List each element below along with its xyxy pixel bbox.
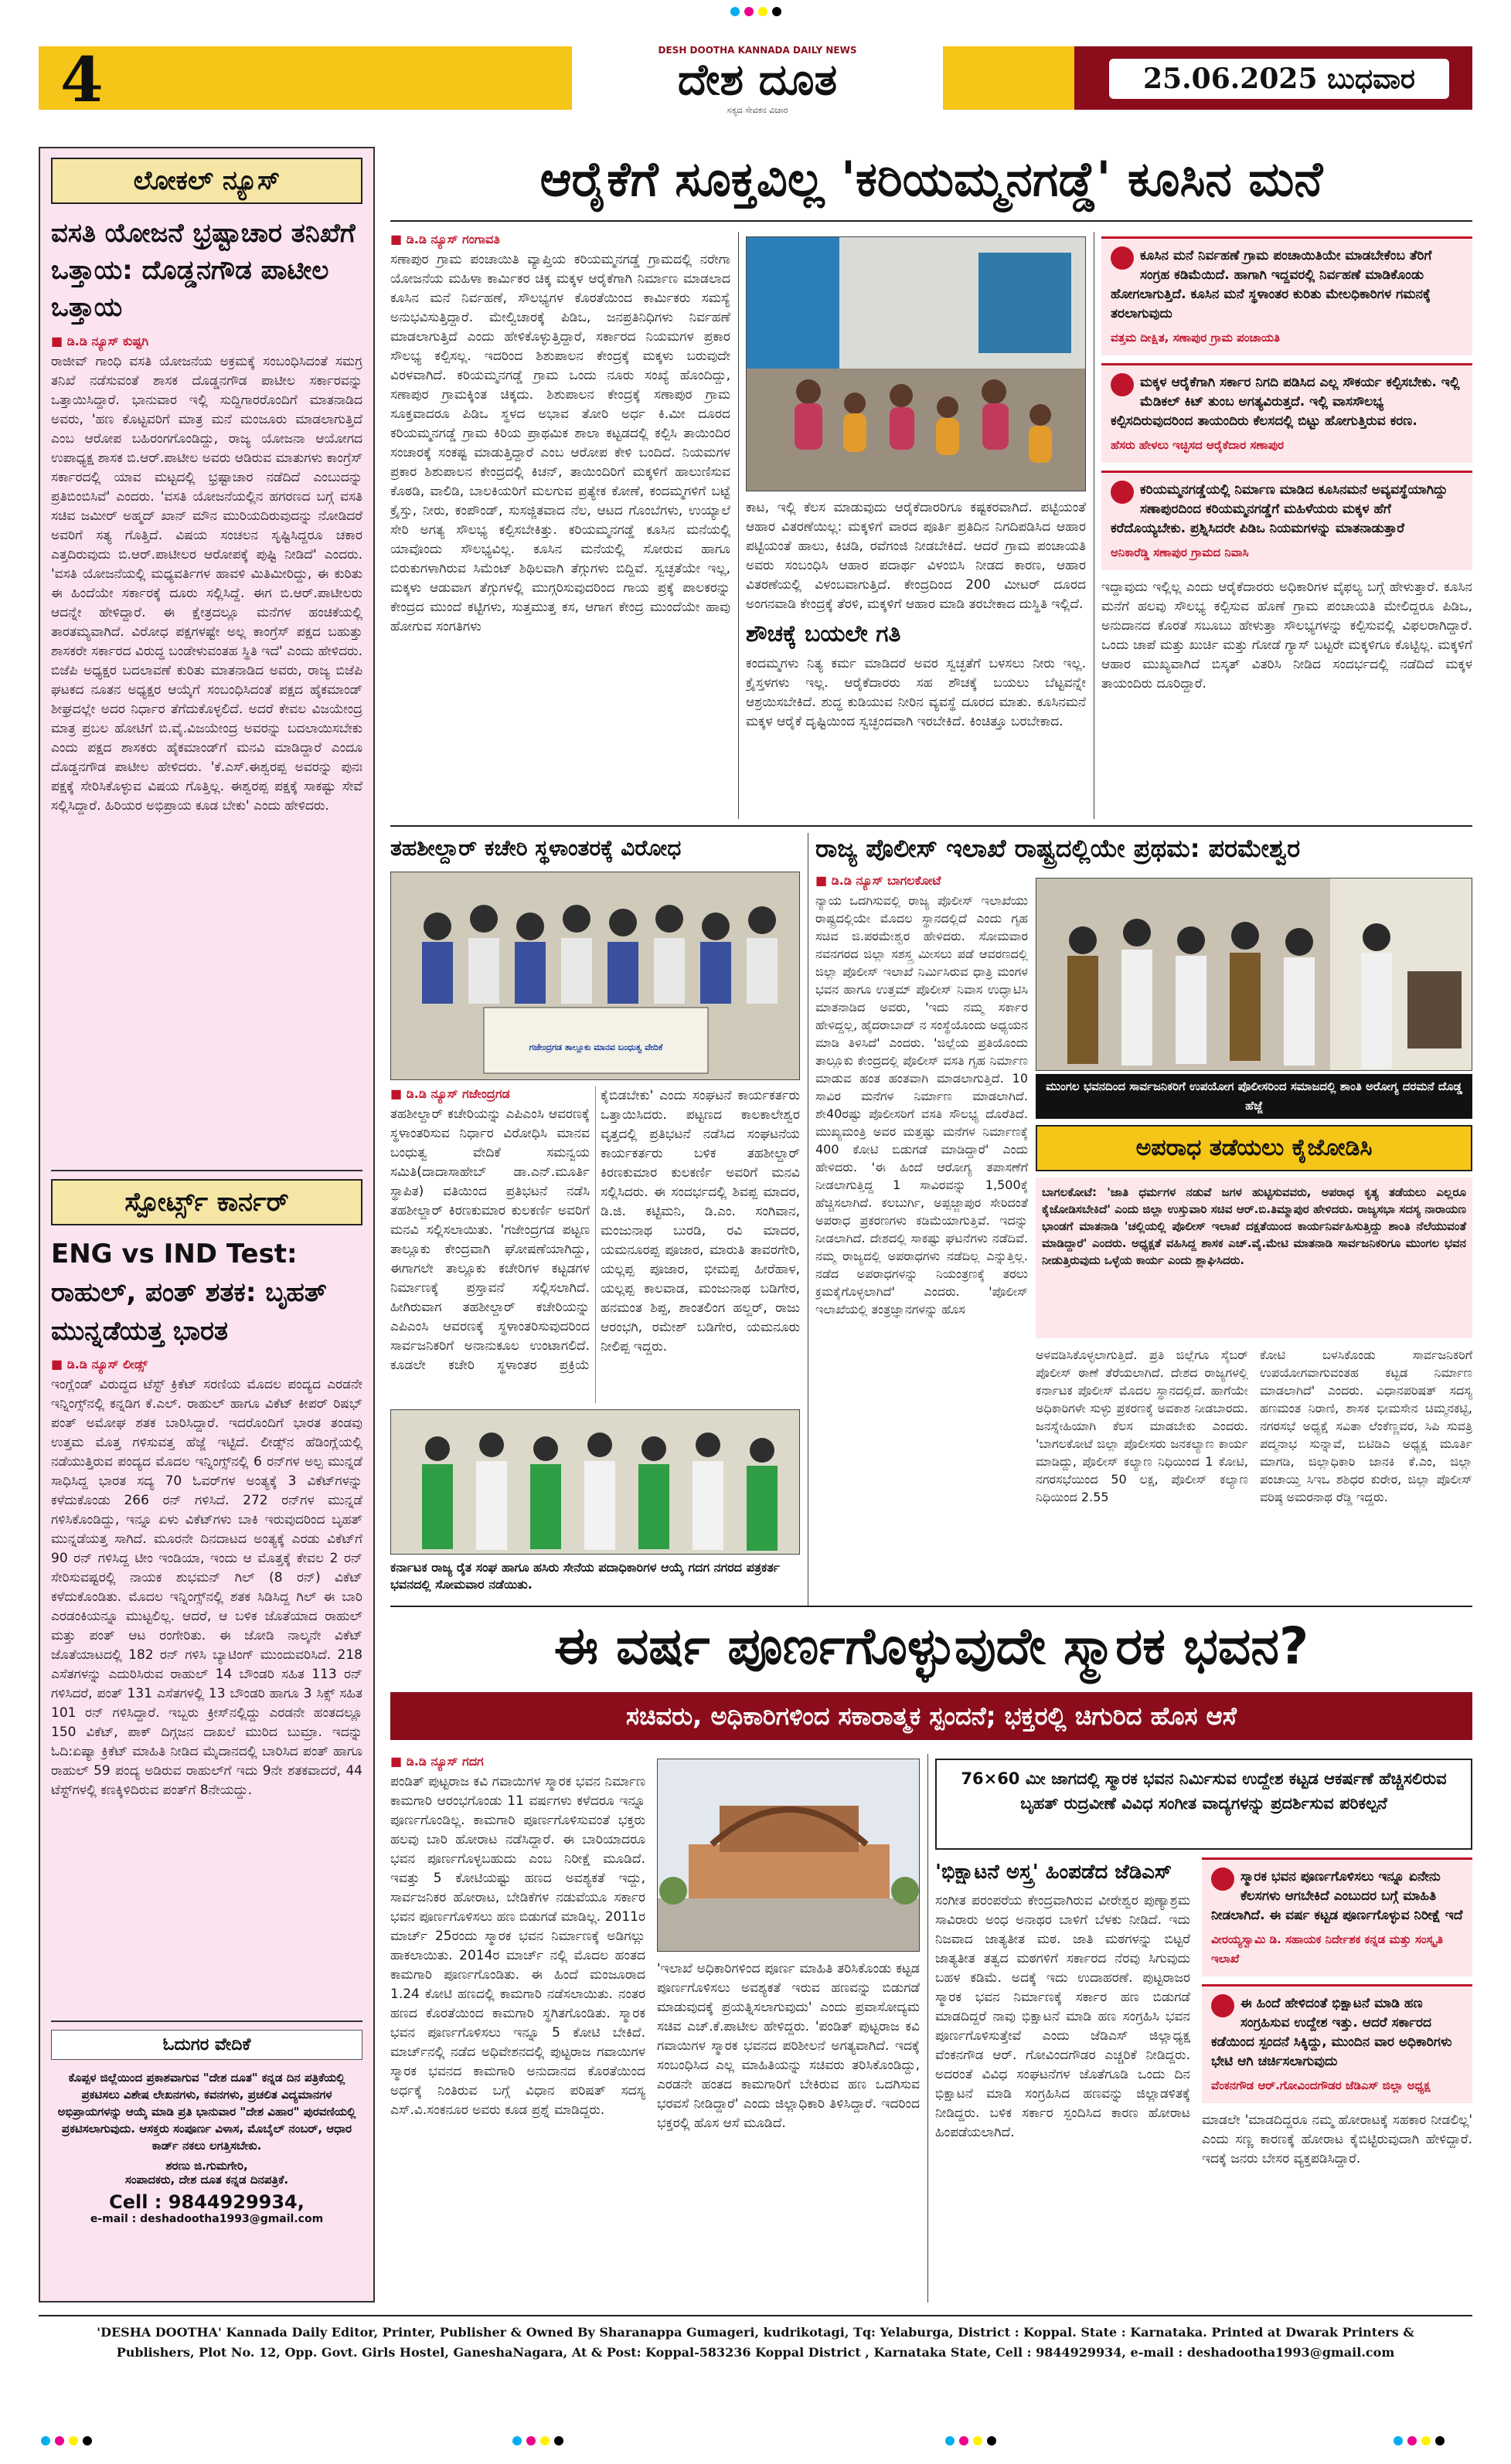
lead-col-2 [746, 498, 1086, 823]
divider [51, 1170, 362, 1171]
footer [39, 2323, 1472, 2363]
memorial-body-1: ಪಂಡಿತ್ ಪುಟ್ಟರಾಜ ಕವಿ ಗವಾಯಿಗಳ ಸ್ಮಾರಕ ಭವನ ನಿರ್ಮಾಣ ಕಾಮಗಾರಿ ಆರಂಭಗೊಂಡು 11 ವರ್ಷಗಳು ಕಳೆದರೂ ಇನ್ನೂ ಪೂರ್ಣಗೊಂಡಿಲ್ಲ. ಕಾಮಗಾರಿ ಪೂರ್ಣಗೊಳಿಸುವಂತೆ ಭಕ್ತರು ಹಲವು ಬಾರಿ ಹೋರಾಟ ನಡೆಸಿದ್ದಾರೆ. ಈ ಬಾರಿಯಾದರೂ ಭವನ ಪೂರ್ಣಗೊಳ್ಳಬಹುದು ಎಂಬ ನಿರೀಕ್ಷೆ ಮೂಡಿದೆ. ಇವತ್ತು 5 ಕೋಟಿಯಷ್ಟು ಹಣದ ಅವಶ್ಯಕತೆ ಇದ್ದು, ಸಾರ್ವಜನಿಕರ ಹೋರಾಟ, ಬೇಡಿಕೆಗಳ ನಡುವೆಯೂ ಸರ್ಕಾರ ಭವನ ಪೂರ್ಣಗೊಳಿಸಲು ಹಣ ಬಿಡುಗಡೆ ಮಾಡಿಲ್ಲ. 2011ರ ಮಾರ್ಚ್ 25ರಂದು ಸ್ಮಾರಕ ಭವನ ನಿರ್ಮಾಣಕ್ಕೆ ಅಡಿಗಲ್ಲು ಹಾಕಲಾಯಿತು. 2014ರ ಮಾರ್ಚ್ ನಲ್ಲಿ ಮೊದಲ ಹಂತದ ಕಾಮಗಾರಿ ಪೂರ್ಣಗೊಂಡಿತು. ಈ ಹಿಂದೆ ಮಂಜೂರಾದ 1.24 ಕೋಟಿ ಹಣದಲ್ಲಿ ಕಾಮಗಾರಿ ನಡೆಸಲಾಯಿತು. ನಂತರ ಹಣದ ಕೊರತೆಯಿಂದ ಕಾಮಗಾರಿ ಸ್ಥಗಿತಗೊಂಡಿತು. ಸ್ಮಾರಕ ಭವನ ಪೂರ್ಣಗೊಳಿಸಲು ಇನ್ನೂ 5 ಕೋಟಿ ಬೇಕಿದೆ. ಮಾರ್ಚ್‌ನಲ್ಲಿ ನಡೆದ ಅಧಿವೇಶನದಲ್ಲಿ ಪುಟ್ಟರಾಜ ಗವಾಯಿಗಳ ಸ್ಮಾರಕ ಭವನದ ಕಾಮಗಾರಿ ಅನುದಾನದ ಕೊರತೆಯಿಂದ ಅರ್ಧಕ್ಕೆ ನಿಂತಿರುವ ಬಗ್ಗೆ ವಿಧಾನ ಪರಿಷತ್ ಸದಸ್ಯ ಎಸ್.ವಿ.ಸಂಕನೂರ ಅವರು ಕೂಡ ಪ್ರಶ್ನೆ ಮಾಡಿದ್ದರು. [390, 1774, 645, 2118]
police-photo-caption: ಮುಂಗಲ ಭವನದಿಂದ ಸಾರ್ವಜನಿಕರಿಗೆ ಉಪಯೋಗ ಪೊಲೀಸರಿಂದ ಸಮಾಜದಲ್ಲಿ ಶಾಂತಿ ಅರೋಗ್ಯ ದರಮನೆ ದೊಡ್ಡ ಹೆಜ್ಜೆ [1046, 1079, 1462, 1113]
masthead-logo: ದೇಶ ದೂತ [677, 55, 838, 105]
farmers-group-illustration [391, 1410, 800, 1555]
readers-body: ಕೊಪ್ಪಳ ಜಿಲ್ಲೆಯಿಂದ ಪ್ರಕಾಶವಾಗುವ "ದೇಶ ದೂತ" ಕನ್ನಡ ದಿನ ಪತ್ರಿಕೆಯಲ್ಲಿ ಪ್ರಕಟಿಸಲು ವಿಶೇಷ ಲೇಖನಗಳು, ಕವನಗಳು, ಪ್ರಚಲಿತ ವಿದ್ಯಮಾನಗಳ ಅಭಿಪ್ರಾಯಗಳನ್ನು ಆಯ್ಕೆ ಮಾಡಿ ಪ್ರತಿ ಭಾನುವಾರ "ದೇಶ ವಿಹಾರ" ಪುರವಣಿಯಲ್ಲಿ ಪ್ರಕಟಿಸಲಾಗುವುದು. ಆಸಕ್ತರು ಸಂಪೂರ್ಣ ವಿಳಾಸ, ಮೊಬೈಲ್ ನಂಬರ್, ಆಧಾರ ಕಾರ್ಡ್ ನಕಲು ಲಗತ್ತಿಸಬೇಕು. [57, 2071, 356, 2153]
lead-quote-1-source: ವತ್ತಮ ದೀಕ್ಷಿತ, ಸಣಾಪುರ ಗ್ರಾಮ ಪಂಚಾಯತಿ [1111, 331, 1280, 345]
registration-marks-bottom [0, 2434, 1511, 2449]
drop-icon [1211, 1868, 1234, 1891]
lead-headline-rule [390, 220, 1472, 222]
divider [51, 2020, 362, 2022]
lead-quote-1 [1101, 236, 1472, 355]
tahsildar-body: ತಹಶೀಲ್ದಾರ್ ಕಚೇರಿಯನ್ನು ಎಪಿಎಂಸಿ ಆವರಣಕ್ಕೆ ಸ್ಥಳಾಂತರಿಸುವ ನಿರ್ಧಾರ ವಿರೋಧಿಸಿ ಮಾನವ ಬಂಧುತ್ವ ವೇದಿಕೆ ಸಮನ್ವಯ ಸಮಿತಿ(ದಾದಾಸಾಹೇಬ್ ಡಾ.ಎನ್.ಮೂರ್ತಿ ಸ್ಥಾಪಿತ) ವತಿಯಿಂದ ಪ್ರತಿಭಟನೆ ನಡೆಸಿ ತಹಶೀಲ್ದಾರ್ ಕಿರಣಕುಮಾರ ಕುಲಕರ್ಣಿ ಅವರಿಗೆ ಮನವಿ ಸಲ್ಲಿಸಲಾಯಿತು. 'ಗಜೇಂದ್ರಗಡ ಪಟ್ಟಣ ತಾಲ್ಲೂಕು ಕೇಂದ್ರವಾಗಿ ಘೋಷಣೆಯಾಗಿದ್ದು, ಈಗಾಗಲೇ ತಾಲ್ಲೂಕು ಕಚೇರಿಗಳ ಕಟ್ಟಡಗಳ ನಿರ್ಮಾಣಕ್ಕೆ ಪ್ರಸ್ತಾವನೆ ಸಲ್ಲಿಸಲಾಗಿದೆ. ಹೀಗಿರುವಾಗ ತಹಶೀಲ್ದಾರ್ ಕಚೇರಿಯನ್ನು ಎಪಿಎಂಸಿ ಆವರಣಕ್ಕೆ ಸ್ಥಳಾಂತರಿಸುವುದರಿಂದ ಸಾರ್ವಜನಿಕರಿಗೆ ಅನಾನುಕೂಲ ಉಂಟಾಗಲಿದೆ. ಕೂಡಲೇ ಕಚೇರಿ ಸ್ಥಳಾಂತರ ಪ್ರಕ್ರಿಯೆ ಕೈಬಿಡಬೇಕು' ಎಂದು ಸಂಘಟನೆ ಕಾರ್ಯಕರ್ತರು ಒತ್ತಾಯಿಸಿದರು. ಪಟ್ಟಣದ ಕಾಲಕಾಲೇಶ್ವರ ವೃತ್ತದಲ್ಲಿ ಪ್ರತಿಭಟನೆ ನಡೆಸಿದ ಸಂಘಟನೆಯ ಕಾರ್ಯಕರ್ತರು ಬಳಿಕ ತಹಶೀಲ್ದಾರ್ ಕಿರಣಕುಮಾರ ಕುಲಕರ್ಣಿ ಅವರಿಗೆ ಮನವಿ ಸಲ್ಲಿಸಿದರು. ಈ ಸಂದರ್ಭದಲ್ಲಿ ಶಿವಪ್ಪ ಮಾದರ, ಡಿ.ಜಿ. ಕಟ್ಟಿಮನಿ, ಡಿ.ಎಂ. ಸಂಗಿವಾನ, ಮಂಜುನಾಥ ಬುರಡಿ, ರವಿ ಮಾದರ, ಯಮನೂರಪ್ಪ ಪೂಜಾರ, ಮಾರುತಿ ತಾವರಗೇರಿ, ಯಲ್ಲಪ್ಪ ಪೂಜಾರ, ಭೀಮಪ್ಪ ಹೀರೆಹಾಳ, ಯಲ್ಲಪ್ಪ ಕಾಲವಾಡ, ಮಂಜುನಾಥ ಬಡಿಗೇರ, ಹನಮಂತ ಶಿಪ್ಪ, ಶಾಂತಲಿಂಗ ಹಲ್ದರ್, ರಾಜು ಆರಂಭಗಿ, ರಮೇಶ್ ಬಡಿಗೇರ, ಯಮನೂರು ನೀಲಿಪ್ಪ ಇದ್ದರು. [390, 1088, 800, 1373]
tahsildar-photo [390, 872, 800, 1080]
memorial-banner: ಸಚಿವರು, ಅಧಿಕಾರಿಗಳಿಂದ ಸಕಾರಾತ್ಮಕ ಸ್ಪಂದನೆ; ಭಕ್ತರಲ್ಲಿ ಚಿಗುರಿದ ಹೊಸ ಆಸೆ [390, 1692, 1472, 1740]
registration-marks-top [0, 5, 1511, 19]
memorial-quote-1-text: ಸ್ಮಾರಕ ಭವನ ಪೂರ್ಣಗೊಳಿಸಲು ಇನ್ನೂ ಏನೇನು ಕೆಲಸಗಳು ಆಗಬೇಕಿದೆ ಎಂಬುದರ ಬಗ್ಗೆ ಮಾಹಿತಿ ನೀಡಲಾಗಿದೆ. ಈ ವರ್ಷ ಕಟ್ಟಡ ಪೂರ್ಣಗೊಳ್ಳುವ ನಿರೀಕ್ಷೆ ಇದೆ [1211, 1869, 1463, 1923]
readers-cell: Cell : 9844929934, [109, 2191, 305, 2213]
lead-quote-3-source: ಅನಿಕಾರೆಡ್ಡಿ ಸಣಾಪುರ ಗ್ರಾಮದ ನಿವಾಸಿ [1111, 545, 1249, 559]
lead-headline: ಆರೈಕೆಗೆ ಸೂಕ್ತವಿಲ್ಲ 'ಕರಿಯಮ್ಮನಗಡ್ಡೆ' ಕೂಸಿನ ಮನೆ [539, 151, 1323, 207]
memorial-box-title: 76×60 ಮೀ ಜಾಗದಲ್ಲಿ ಸ್ಮಾರಕ ಭವನ ನಿರ್ಮಿಸುವ ಉದ್ದೇಶ ಕಟ್ಟಡ ಆಕರ್ಷಣೆ ಹೆಚ್ಚಿಸಲಿರುವ ಬೃಹತ್ ರುದ್ರವೀಣೆ ವಿವಿಧ ಸಂಗೀತ ವಾದ್ಯಗಳನ್ನು ಪ್ರದರ್ಶಿಸುವ ಪರಿಕಲ್ಪನೆ [961, 1769, 1447, 1813]
sports-byline: ■ ಡಿ.ಡಿ ನ್ಯೂಸ್ ಲೀಡ್ಸ್ [51, 1357, 362, 1372]
tahsildar-byline: ■ ಡಿ.ಡಿ ನ್ಯೂಸ್ ಗಜೇಂದ್ರಗಡ [390, 1086, 590, 1102]
memorial-body-2: 'ಇಲಾಖೆ ಅಧಿಕಾರಿಗಳಿಂದ ಪೂರ್ಣ ಮಾಹಿತಿ ತರಿಸಿಕೊಂಡು ಕಟ್ಟಡ ಪೂರ್ಣಗೊಳಿಸಲು ಅವಶ್ಯಕತೆ ಇರುವ ಹಣವನ್ನು ಬಿಡುಗಡೆ ಮಾಡುವುದಕ್ಕೆ ಪ್ರಯತ್ನಿಸಲಾಗುವುದು' ಎಂದು ಪ್ರವಾಸೋದ್ಯಮ ಸಚಿವ ಎಚ್.ಕೆ.ಪಾಟೀಲ ಹೇಳಿದ್ದರು. 'ಪಂಡಿತ್ ಪುಟ್ಟರಾಜ ಕವಿ ಗವಾಯಿಗಳ ಸ್ಮಾರಕ ಭವನದ ಪರಿಶೀಲನೆ ಅಗತ್ಯವಾಗಿದೆ. ಇದಕ್ಕೆ ಸಂಬಂಧಿಸಿದ ಎಲ್ಲ ಮಾಹಿತಿಯನ್ನು ಸಚಿವರು ತರಿಸಿಕೊಂಡಿದ್ದು, ಎರಡನೇ ಹಂತದ ಕಾಮಗಾರಿಗೆ ಬೇಕಿರುವ ಹಣ ಒದಗಿಸುವ ಭರವಸೆ ನೀಡಿದ್ದಾರೆ' ಎಂದು ಜಿಲ್ಲಾಧಿಕಾರಿ ತಿಳಿಸಿದ್ದಾರೆ. ಇದರಿಂದ ಭಕ್ತರಲ್ಲಿ ಹೊಸ ಆಸೆ ಮೂಡಿದೆ. [657, 1961, 920, 2131]
drop-icon [1211, 1994, 1234, 2017]
inauguration-illustration [1036, 879, 1472, 1071]
children-on-floor-illustration [747, 237, 1086, 491]
memorial-byline: ■ ಡಿ.ಡಿ ನ್ಯೂಸ್ ಗದಗ [390, 1754, 645, 1769]
lead-quote-2 [1101, 363, 1472, 463]
lead-photo [746, 236, 1086, 491]
lead-col-1 [390, 232, 730, 819]
memorial-quote-1 [1202, 1857, 1472, 1976]
police-body-1: ನ್ಯಾಯ ಒದಗಿಸುವಲ್ಲಿ ರಾಜ್ಯ ಪೊಲೀಸ್ ಇಲಾಖೆಯು ರಾಷ್ಟ್ರದಲ್ಲಿಯೇ ಮೊದಲ ಸ್ಥಾನದಲ್ಲಿದೆ ಎಂದು ಗೃಹ ಸಚಿವ ಜಿ.ಪರಮೇಶ್ವರ ಹೇಳಿದರು. ಸೋಮವಾರ ನವನಗರದ ಜಿಲ್ಲಾ ಸಶಸ್ತ್ರ ಮೀಸಲು ಪಡೆ ಆವರಣದಲ್ಲಿ ಜಿಲ್ಲಾ ಪೊಲೀಸ್ ಇಲಾಖೆ ನಿರ್ಮಿಸಿರುವ ಧಾತ್ರಿ ಮಂಗಳ ಭವನ ಹಾಗೂ ಉತ್ತಮ್ ಪೊಲೀಸ್ ನಿವಾಸ ಉದ್ಘಾಟಿಸಿ ಮಾತನಾಡಿದ ಅವರು, 'ಇದು ನಮ್ಮ ಸರ್ಕಾರ ಹೇಳಿದ್ದಲ್ಲ, ಹೈದರಾಬಾದ್ ನ ಸಂಸ್ಥೆಯೊಂದು ಅಧ್ಯಯನ ಮಾಡಿ ತಿಳಿಸಿದೆ' ಎಂದರು. 'ಜಿಲ್ಲೆಯ ಪ್ರತಿಯೊಂದು ತಾಲ್ಲೂಕು ಕೇಂದ್ರದಲ್ಲಿ ಪೊಲೀಸ್ ವಸತಿ ಗೃಹ ನಿರ್ಮಾಣ ಮಾಡುವ ಹಂತ ಹಂತವಾಗಿ ಮಾಡಲಾಗುತ್ತಿದೆ. 10 ಸಾವಿರ ಮನೆಗಳ ನಿರ್ಮಾಣ ಮಾಡಲಾಗಿದೆ. ಶೇ40ರಷ್ಟು ಪೊಲೀಸರಿಗೆ ವಸತಿ ಸೌಲಭ್ಯ ದೊರೆತಿದೆ. ಮುಖ್ಯಮಂತ್ರಿ ಅವರ ಮತ್ತಷ್ಟು ಮನೆಗಳ ನಿರ್ಮಾಣಕ್ಕೆ 400 ಕೋಟಿ ಬಿಡುಗಡೆ ಮಾಡಿದ್ದಾರೆ' ಎಂದು ಹೇಳಿದರು. 'ಈ ಹಿಂದೆ ಆರೋಗ್ಯ ತಪಾಸಣೆಗೆ ನೀಡಲಾಗುತ್ತಿದ್ದ 1 ಸಾವಿರವನ್ನು 1,500ಕ್ಕೆ ಹೆಚ್ಚಿಸಲಾಗಿದೆ. ಕಲಬುರ್ಗಿ, ಅಪ್ಪಜ್ಜಾಪುರ ಸೇರಿದಂತೆ ಅಪರಾಧ ಪ್ರಕರಣಗಳು ಕಡಿಮೆಯಾಗುತ್ತಿವೆ. ಇದನ್ನು ನೀಡಲಾಗಿದೆ. ದೇಶದಲ್ಲಿ ಸಾಕಷ್ಟು ಘಟನೆಗಳು ನಡೆದಿವೆ. ನಮ್ಮ ರಾಜ್ಯದಲ್ಲಿ ಅಪರಾಧಗಳು ನಡೆದಿಲ್ಲ ಎನ್ನುತ್ತಿಲ್ಲ. ನಡೆದ ಅಪರಾಧಗಳನ್ನು ನಿಯಂತ್ರಣಕ್ಕೆ ತರಲು ಕ್ರಮಕೈಗೊಳ್ಳಲಾಗಿದೆ' ಎಂದರು. 'ಪೊಲೀಸ್ ಇಲಾಖೆಯಲ್ಲಿ ತಂತ್ರಜ್ಞಾನಗಳನ್ನು ಹೊಸ [815, 893, 1028, 1317]
drop-icon [1111, 246, 1134, 270]
sports-body: ಇಂಗ್ಲೆಂಡ್ ವಿರುದ್ಧದ ಟೆಸ್ಟ್ ಕ್ರಿಕೆಟ್ ಸರಣಿಯ ಮೊದಲ ಪಂದ್ಯದ ಎರಡನೇ ಇನ್ನಿಂಗ್ಸ್‌ನಲ್ಲಿ ಕನ್ನಡಿಗ ಕೆ.ಎಲ್. ರಾಹುಲ್ ಹಾಗೂ ವಿಕೆಟ್ ಕೀಪರ್ ರಿಷಭ್ ಪಂತ್ ಅಮೋಘ ಶತಕ ಬಾರಿಸಿದ್ದಾರೆ. ಇದರೊಂದಿಗೆ ಭಾರತ ತಂಡವು ಉತ್ತಮ ಮೊತ್ತ ಗಳಿಸುವತ್ತ ಹೆಜ್ಜೆ ಇಟ್ಟಿದೆ. ಲೀಡ್ಸ್‌ನ ಹೆಡಿಂಗ್ಲೆಯಲ್ಲಿ ನಡೆಯುತ್ತಿರುವ ಪಂದ್ಯದ ಮೊದಲ ಇನ್ನಿಂಗ್ಸ್‌ನಲ್ಲಿ 6 ರನ್‌ಗಳ ಅಲ್ಪ ಮುನ್ನಡೆ ಸಾಧಿಸಿದ್ದ ಭಾರತ ಸದ್ಯ 70 ಓವರ್‌ಗಳ ಅಂತ್ಯಕ್ಕೆ 3 ವಿಕೆಟ್‌ಗಳನ್ನು ಕಳೆದುಕೊಂಡು 266 ರನ್ ಗಳಿಸಿದೆ. 272 ರನ್‌ಗಳ ಮುನ್ನಡೆ ಗಳಿಸಿಕೊಂಡಿದ್ದು, ಇನ್ನೂ ಏಳು ವಿಕೆಟ್‌ಗಳು ಬಾಕಿ ಇರುವುದರಿಂದ ಬೃಹತ್ ಮುನ್ನಡೆಯತ್ತ ಸಾಗಿದೆ. ಮೂರನೇ ದಿನದಾಟದ ಅಂತ್ಯಕ್ಕೆ ಎರಡು ವಿಕೆಟ್‌ಗೆ 90 ರನ್ ಗಳಿಸಿದ್ದ ಟೀಂ ಇಂಡಿಯಾ, ಇಂದು ಆ ಮೊತ್ತಕ್ಕೆ ಕೇವಲ 2 ರನ್ ಸೇರಿಸುವಷ್ಟರಲ್ಲಿ ನಾಯಕ ಶುಭಮನ್ ಗಿಲ್ (8 ರನ್) ವಿಕೆಟ್ ಕಳೆದುಕೊಂಡಿತು. ಮೊದಲ ಇನ್ನಿಂಗ್ಸ್‌ನಲ್ಲಿ ಶತಕ ಸಿಡಿಸಿದ್ದ ಗಿಲ್ ಈ ಬಾರಿ ಎರಡಂಕಿಯನ್ನೂ ಮುಟ್ಟಲಿಲ್ಲ. ಆದರೆ, ಆ ಬಳಿಕ ಜೊತೆಯಾದ ರಾಹುಲ್ ಮತ್ತು ಪಂತ್ ಆಟ ರಂಗೇರಿತು. ಈ ಜೋಡಿ ನಾಲ್ಕನೇ ವಿಕೆಟ್ ಜೊತೆಯಾಟದಲ್ಲಿ 182 ರನ್ ಗಳಿಸಿ ಬ್ಯಾಟಿಂಗ್ ಮುಂದುವರಿಸಿದೆ. 218 ಎಸೆತಗಳನ್ನು ಎದುರಿಸಿರುವ ರಾಹುಲ್ 14 ಬೌಂಡರಿ ಸಹಿತ 113 ರನ್ ಗಳಿಸಿದರೆ, ಪಂತ್ 131 ಎಸೆತಗಳಲ್ಲಿ 13 ಬೌಂಡರಿ ಹಾಗೂ 3 ಸಿಕ್ಸ್ ಸಹಿತ 101 ರನ್ ಗಳಿಸಿದ್ದಾರೆ. ಇಬ್ಬರು ಕ್ರೀಸ್‌ನಲ್ಲಿದ್ದು ಎರಡನೇ ಹಂತದಲ್ಲೂ 150 ವಿಕೆಟ್, ಪಾಕ್ ದಿಗ್ಗಜನ ದಾಖಲೆ ಮುರಿದ ಬುಮ್ರಾ. ಇದನ್ನು ಓದಿ:ಏಷ್ಯಾ ಕ್ರಿಕೆಟ್ ಮಾಹಿತಿ ನೀಡಿದ ಮೈದಾನದಲ್ಲಿ ಬಾರಿಸಿದ ಪಂತ್ ಹಾಗೂ ರಾಹುಲ್ 59 ಪಂದ್ಯ ಅಡಿರುವ ರಾಹುಲ್‌ಗೆ ಇದು 9ನೇ ಶತಕವಾದರೆ, 44 ಟೆಸ್ಟ್‌ಗಳಲ್ಲಿ ಕಣಕ್ಕಿಳಿದಿರುವ ಪಂತ್‌ಗೆ 8ನೇಯದ್ದು. [51, 1377, 362, 1798]
col-rule [927, 1754, 928, 2303]
tahsildar-text [390, 1086, 800, 1403]
memorial-photo [657, 1759, 920, 1952]
masthead-logo-block [572, 31, 943, 124]
police-sub-body: ಬಾಗಲಕೋಟೆ: 'ಜಾತಿ ಧರ್ಮಗಳ ನಡುವೆ ಜಗಳ ಹುಟ್ಟಿಸುವವರು, ಅಪರಾಧ ಕೃತ್ಯ ತಡೆಯಲು ಎಲ್ಲರೂ ಕೈಜೋಡಿಸಬೇಕಿದೆ' ಎಂದು ಜಿಲ್ಲಾ ಉಸ್ತುವಾರಿ ಸಚಿವ ಆರ್.ಬಿ.ತಿಮ್ಮಾಪುರ ಹೇಳಿದರು. ರಾಜ್ಯಸಭಾ ಸದಸ್ಯ ನಾರಾಯಣ ಭಾಂಡಗೆ ಮಾತನಾಡಿ 'ಚಲ್ಲಿಯಲ್ಲಿ ಪೊಲೀಸ್ ಇಲಾಖೆ ದಕ್ಷತೆಯಿಂದ ಕಾರ್ಯನಿರ್ವಹಿಸುತ್ತಿದ್ದು ಶಾಂತಿ ನೆಲೆಯುವಂತೆ ಮಾಡಿದ್ದಾರೆ' ಎಂದರು. ಅಧ್ಯಕ್ಷತೆ ವಹಿಸಿದ್ದ ಶಾಸಕ ಎಚ್.ವೈ.ಮೇಟಿ ಮಾತನಾಡಿ ಸಾರ್ವಜನಿಕರಿಗೂ ಮುಂಗಲ ಭವನ ನೀಡುತ್ತಿರುವುದು ಒಳ್ಳೆಯ ಕಾರ್ಯ ಎಂದು ಶ್ಲಾಘಿಸಿದರು. [1036, 1178, 1472, 1338]
masthead-sub-tagline: ಸತ್ಯದ ಸೇವಕನ ವಿಚಾರ [727, 105, 788, 115]
memorial-body-4: ಮಾಡಲೇ 'ಮಾಡದಿದ್ದರೂ ನಮ್ಮ ಹೋರಾಟಕ್ಕೆ ಸಹಕಾರ ನೀಡಲಿಲ್ಲ' ಎಂದು ಸಣ್ಣ ಕಾರಣಕ್ಕೆ ಹೋರಾಟ ಕೈಬಿಟ್ಟಿರುವುದಾಗಿ ಹೇಳಿದ್ದಾರೆ. ಇದಕ್ಕೆ ಜನರು ಬೇಸರ ವ್ಯಕ್ತಪಡಿಸಿದ್ದಾರೆ. [1202, 2112, 1472, 2167]
section-readers-forum: ಓದುಗರ ವೇದಿಕೆ [51, 2030, 362, 2060]
local-body: ರಾಜೀವ್ ಗಾಂಧಿ ವಸತಿ ಯೋಜನೆಯ ಅಕ್ರಮಕ್ಕೆ ಸಂಬಂಧಿಸಿದಂತೆ ಸಮಗ್ರ ತನಿಖೆ ನಡೆಸುವಂತೆ ಶಾಸಕ ದೊಡ್ಡನಗೌಡ ಪಾಟೀಲ ಸರ್ಕಾರವನ್ನು ಒತ್ತಾಯಿಸಿದ್ದಾರೆ. ಭಾನುವಾರ ಇಲ್ಲಿ ಸುದ್ದಿಗಾರರೊಂದಿಗೆ ಮಾತನಾಡಿದ ಅವರು, 'ಹಣ ಕೊಟ್ಟವರಿಗೆ ಮಾತ್ರ ಮನೆ ಮಂಜೂರು ಮಾಡಲಾಗುತ್ತಿದೆ ಎಂಬ ಆರೋಪ ಬಹಿರಂಗಗೊಂಡಿದ್ದು, ರಾಜ್ಯ ಯೋಜನಾ ಆಯೋಗದ ಉಪಾಧ್ಯಕ್ಷ ಶಾಸಕ ಬಿ.ಆರ್.ಪಾಟೀಲ ಅವರು ಆಡಿರುವ ಮಾತುಗಳು ಕಾಂಗ್ರೆಸ್ ಸರ್ಕಾರದಲ್ಲಿ ಯಾವ ಮಟ್ಟದಲ್ಲಿ ಭ್ರಷ್ಟಾಚಾರ ನಡೆದಿದೆ ಎಂಬುದನ್ನು ಪ್ರತಿಬಿಂಬಿಸಿವೆ' ಎಂದರು. 'ವಸತಿ ಯೋಜನೆಯಲ್ಲಿನ ಹಗರಣದ ಬಗ್ಗೆ ವಸತಿ ಸಚಿವ ಜಮೀರ್ ಅಹ್ಮದ್ ಖಾನ್ ಮೌನ ಮುರಿಯದಿರುವುದನ್ನು ನೋಡಿದರೆ ಅವರಿಗೆ ಸತ್ಯ ಗೊತ್ತಿದೆ. ವಿಷಯ ಸಂಚಲನ ಸೃಷ್ಟಿಸಿದ್ದರೂ ಚಕಾರ ಎತ್ತದಿರುವುದು ಬಿ.ಆರ್.ಪಾಟೀಲರ ಆರೋಪಕ್ಕೆ ಪುಷ್ಟಿ ನೀಡಿದೆ' ಎಂದರು. 'ವಸತಿ ಯೋಜನೆಯಲ್ಲಿ ಮಧ್ಯವರ್ತಿಗಳ ಹಾವಳಿ ಮಿತಿಮೀರಿದ್ದು, ಈ ಕುರಿತು ಈ ಹಿಂದೆಯೇ ಸರ್ಕಾರಕ್ಕೆ ದೂರು ಸಲ್ಲಿಸಿದ್ದೆ. ಈಗ ಬಿ.ಆರ್.ಪಾಟೀಲರು ಆದನ್ನೇ ಹೇಳಿದ್ದಾರೆ. ಈ ಕ್ಷೇತ್ರದಲ್ಲೂ ಮನೆಗಳ ಹಂಚಿಕೆಯಲ್ಲಿ ತಾರತಮ್ಯವಾಗಿದೆ. ವಿರೋಧ ಪಕ್ಷಗಳಷ್ಟೇ ಅಲ್ಲ ಕಾಂಗ್ರೆಸ್ ಪಕ್ಷದ ಬಹುತ್ತು ಶಾಸಕರೇ ಸರ್ಕಾರದ ವಿರುದ್ಧ ಬಂಡೇಳುವಂತಹ ಸ್ಥಿತಿ ಇದೆ' ಎಂದು ಹೇಳಿದರು. ಬಿಜೆಪಿ ಅಧ್ಯಕ್ಷರ ಬದಲಾವಣೆ ಕುರಿತು ಮಾತನಾಡಿದ ಅವರು, ರಾಜ್ಯ ಬಿಜೆಪಿ ಘಟಕದ ನೂತನ ಅಧ್ಯಕ್ಷರ ಆಯ್ಕೆಗೆ ಸಂಬಂಧಿಸಿದಂತೆ ಪಕ್ಷದ ಹೈಕಮಾಂಡ್ ಶೀಘ್ರದಲ್ಲೇ ಅದರ ನಿರ್ಧಾರ ತೆಗೆದುಕೊಳ್ಳಲಿದೆ. ಅದರೆ ಕೇವಲ ವಿಜಯೇಂದ್ರ ಮಾತ್ರ ಪ್ರಬಲ ಹೋಟಿಗೆ ಬಿ.ವೈ.ವಿಜಯೇಂದ್ರ ಅವರನ್ನು ಬದಲಾಯಿಸಬೇಕು ಎಂದು ಪಕ್ಷದ ಶಾಸಕರು ಹೈಕಮಾಂಡ್‌ಗೆ ಮನವಿ ಮಾಡಿದ್ದಾರೆ ಎಂದೂ ದೊಡ್ಡನಗೌಡ ಪಾಟೀಲ ಹೇಳಿದರು. 'ಕೆ.ಎಸ್.ಈಶ್ವರಪ್ಪ ಅವರನ್ನು ಪುನಃ ಪಕ್ಷಕ್ಕೆ ಸೇರಿಸಿಕೊಳ್ಳುವ ವಿಷಯ ಗೊತ್ತಿಲ್ಲ. ಈಶ್ವರಪ್ಪ ಪಕ್ಷಕ್ಕೆ ಸಾಕಷ್ಟು ಸೇವೆ ಸಲ್ಲಿಸಿದ್ದಾರೆ. ಹಿರಿಯರ ಅಭಿಪ್ರಾಯ ಕೂಡ ಬೇಕು' ಎಂದು ಹೇಳಿದರು. [51, 354, 362, 814]
masthead [39, 31, 1472, 124]
memorial-subhead: 'ಭಿಕ್ಷಾಟನೆ ಅಸ್ತ್ರ' ಹಿಂಪಡೆದ ಜೆಡಿಎಸ್ [935, 1861, 1172, 1884]
lead-quote-1-text: ಕೂಸಿನ ಮನೆ ನಿರ್ವಹಣೆ ಗ್ರಾಮ ಪಂಚಾಯಿತಿಯೇ ಮಾಡಬೇಕೆಂಬ ತೆರಿಗೆ ಸಂಗ್ರಹ ಕಡಿಮೆಯಿದೆ. ಹಾಗಾಗಿ ಇದ್ದವರಲ್ಲಿ ನಿರ್ವಹಣೆ ಮಾಡಿಕೊಂಡು ಹೋಗಲಾಗುತ್ತಿದೆ. ಕೂಸಿನ ಮನೆ ಸ್ಥಳಾಂತರ ಕುರಿತು ಮೇಲಧಿಕಾರಿಗಳ ಗಮನಕ್ಕೆ ತರಲಾಗುವುದು [1111, 248, 1432, 321]
memorial-headline: ಈ ವರ್ಷ ಪೂರ್ಣಗೊಳ್ಳುವುದೇ ಸ್ಮಾರಕ ಭವನ? [553, 1616, 1309, 1676]
police-byline: ■ ಡಿ.ಡಿ ನ್ಯೂಸ್ ಬಾಗಲಕೋಟೆ [815, 873, 1028, 889]
police-photo-caption-bar [1036, 1074, 1472, 1119]
memorial-body-3: ಸಂಗೀತ ಪರಂಪರೆಯ ಕೇಂದ್ರವಾಗಿರುವ ವೀರೇಶ್ವರ ಪುಣ್ಯಾಶ್ರಮ ಸಾವಿರಾರು ಅಂಧ ಅನಾಥರ ಬಾಳಿಗೆ ಬೆಳಕು ನೀಡಿದೆ. ಇದು ನಿಜವಾದ ಜಾತ್ಯತೀತ ಮಠ. ಜಾತಿ ಮಠಗಳನ್ನು ಬಿಟ್ಟರೆ ಜಾತ್ಯತೀತ ತತ್ವದ ಮಠಗಳಿಗೆ ಸರ್ಕಾರದ ನೆರವು ಸಿಗುವುದು ಬಹಳ ಕಡಿಮೆ. ಅದಕ್ಕೆ ಇದು ಉದಾಹರಣೆ. ಪುಟ್ಟರಾಜರ ಸ್ಮಾರಕ ಭವನ ನಿರ್ಮಾಣಕ್ಕೆ ಸರ್ಕಾರ ಹಣ ಬಿಡುಗಡೆ ಮಾಡದಿದ್ದರೆ ನಾವು ಭಿಕ್ಷಾಟನೆ ಮಾಡಿ ಹಣ ಸಂಗ್ರಹಿಸಿ ಭವನ ಪೂರ್ಣಗೊಳಿಸುತ್ತೇವೆ ಎಂದು ಜೆಡಿಎಸ್ ಜಿಲ್ಲಾಧ್ಯಕ್ಷ ವೆಂಕನಗೌಡ ಆರ್. ಗೋವಿಂದಗೌಡರ ಎಚ್ಚರಿಕೆ ನೀಡಿದ್ದರು. ಅದರಂತೆ ವಿವಿಧ ಸಂಘಟನೆಗಳ ಜೊತೆಗೂಡಿ ಒಂದು ದಿನ ಭಿಕ್ಷಾಟನೆ ಮಾಡಿ ಸಂಗ್ರಹಿಸಿದ ಹಣವನ್ನು ಜಿಲ್ಲಾಡಳಿತಕ್ಕೆ ನೀಡಿದ್ದರು. ಬಳಿಕ ಸರ್ಕಾರ ಸ್ಪಂದಿಸಿದ ಕಾರಣ ಹೋರಾಟ ಹಿಂಪಡೆಯಲಾಗಿದೆ. [935, 1893, 1190, 2140]
tahsildar-headline: ತಹಶೀಲ್ದಾರ್ ಕಚೇರಿ ಸ್ಥಳಾಂತರಕ್ಕೆ ವಿರೋಧ [390, 835, 682, 861]
sports-headline: ENG vs IND Test: ರಾಹುಲ್, ಪಂತ್ ಶತಕ: ಬೃಹತ್ ಮುನ್ನಡೆಯತ್ತ ಭಾರತ [51, 1239, 327, 1347]
readers-email: e-mail : deshadootha1993@gmail.com [90, 2213, 324, 2225]
readers-sign-name: ಶರಣು ಜಿ.ಗುಮಗೇರಿ, [165, 2159, 248, 2173]
police-photo [1036, 878, 1472, 1071]
local-headline: ವಸತಿ ಯೋಜನೆ ಭ್ರಷ್ಟಾಚಾರ ತನಿಖೆಗೆ ಒತ್ತಾಯ: ದೊಡ್ಡನಗೌಡ ಪಾಟೀಲ ಒತ್ತಾಯ [51, 218, 356, 323]
police-body-1-cont [815, 1346, 1028, 1601]
section-local-news: ಲೋಕಲ್ ನ್ಯೂಸ್ [51, 158, 362, 204]
local-byline: ■ ಡಿ.ಡಿ ನ್ಯೂಸ್ ಕುಷ್ಟಗಿ [51, 334, 362, 349]
left-column [39, 147, 375, 2303]
memorial-col-3 [935, 1857, 1190, 2303]
memorial-col-4 [1202, 1857, 1472, 2303]
drop-icon [1111, 481, 1134, 504]
col-rule [738, 232, 739, 819]
footer-line-1: 'DESHA DOOTHA' Kannada Daily Editor, Printer, Publisher & Owned By Sharanappa Gumageri, kudrikotagi, Tq: Yelaburga, District : Koppal. State : Karnataka. Printed at Dwarak Printers & [97, 2325, 1414, 2340]
page-number: 4 [60, 43, 104, 116]
lead-body-3: ಇದ್ದಾವುದು ಇಲ್ಲಿಲ್ಲ ಎಂದು ಆರೈಕೆದಾರರು ಅಧಿಕಾರಿಗಳ ವೈಫಲ್ಯ ಬಗ್ಗೆ ಹೇಳುತ್ತಾರೆ. ಕೂಸಿನ ಮನೆಗೆ ಹಲವು ಸೌಲಭ್ಯ ಕಲ್ಪಿಸುವ ಹೊಣೆ ಗ್ರಾಮ ಪಂಚಾಯತಿ ಮೇಲಿದ್ದರೂ ಪಿಡಿಒ, ಅನುದಾನದ ಕೊರತೆ ಸಬೂಬು ಹೇಳುತ್ತಾ ಸೌಲಭ್ಯಗಳನ್ನು ಕಲ್ಪಿಸುವಲ್ಲಿ ವಿಫಲರಾಗಿದ್ದಾರೆ. ಒಂದು ಚಾಪೆ ಮತ್ತು ಖುರ್ಚಿ ಮತ್ತು ಗೋಡೆ ಗ್ಯಾಸ್ ಬಟ್ಟರೇ ಮಕ್ಕಳಿಗೂ ಕೊಟ್ಟಿಲ್ಲ. ಮಕ್ಕಳಿಗೆ ಆಹಾರ ಮುಖ್ಯವಾಗಿದೆ ಬಿಸ್ಕತ್ ವಿತರಿಸಿ ನೀಡಿದ ಸಂದರ್ಭದಲ್ಲಿ ನಡೆದಿದೆ ಮಕ್ಕಳ ತಾಯಂದಿರು ದೂರಿದ್ದಾರೆ. [1101, 579, 1472, 692]
lead-quote-2-text: ಮಕ್ಕಳ ಆರೈಕೆಗಾಗಿ ಸರ್ಕಾರ ನಿಗದಿ ಪಡಿಸಿದ ಎಲ್ಲ ಸೌಕರ್ಯ ಕಲ್ಪಿಸಬೇಕು. ಇಲ್ಲಿ ಮೆಡಿಕಲ್ ಕಿಟ್ ತುಂಬ ಅಗತ್ಯವಿರುತ್ತದೆ. ಇಲ್ಲಿ ವಾಸಸೌಲಭ್ಯ ಕಲ್ಪಿಸದಿರುವುದರಿಂದ ತಾಯಂದಿರು ಕೆಲಸದಲ್ಲಿ ಬಿಟ್ಟು ಹೋಗುತ್ತಿರುವ ಕರಣ. [1111, 375, 1460, 429]
protest-banner-text: ಗಜೇಂದ್ರಗಡ ತಾಲ್ಲೂಕು ಮಾನವ ಬಂಧುತ್ವ ವೇದಿಕೆ [529, 1042, 663, 1052]
police-col-1 [815, 873, 1028, 1344]
masthead-date: 25.06.2025 ಬುಧವಾರ [1109, 59, 1449, 99]
memorial-building-illustration [658, 1759, 920, 1952]
lead-photo-caption: ಕಾಟ, ಇಲ್ಲಿ ಕೆಲಸ ಮಾಡುವುದು ಆರೈಕೆದಾರರಿಗೂ ಕಷ್ಟಕರವಾಗಿದೆ. ಪಟ್ಟಿಯಂತೆ ಆಹಾರ ವಿತರಣೆಯಿಲ್ಲ: ಮಕ್ಕಳಿಗೆ ವಾರದ ಪೂರ್ತಿ ಪ್ರತಿದಿನ ನಿಗದಿಪಡಿಸಿದ ಆಹಾರ ಪಟ್ಟಿಯಂತೆ ಹಾಲು, ಕಿಚಡಿ, ರವೆಗಂಜಿ ನೀಡಬೇಕಿದೆ. ಆದರೆ ಗ್ರಾಮ ಪಂಚಾಯತಿ ಅವರು ಸಂಬಂಧಿಸಿ ಆಹಾರ ಪದಾರ್ಥ ವಿಳಂಬಿಸಿ ನೀಡದ ಕಾರಣ, ಆಹಾರ ವಿತರಣೆಯಲ್ಲಿ ವಿಳಂಬವಾಗುತ್ತಿದೆ. ಕೇಂದ್ರದಿಂದ 200 ಮೀಟರ್ ದೂರದ ಅಂಗನವಾಡಿ ಕೇಂದ್ರಕ್ಕೆ ತೆರಳಿ, ಮಕ್ಕಳಿಗೆ ಆಹಾರ ಮಾಡಿ ತರಬೇಕಾದ ದುಸ್ಥಿತಿ ಇಲ್ಲಿದೆ. [746, 500, 1086, 612]
drop-icon [1111, 373, 1134, 396]
section-sports-corner: ಸ್ಪೋರ್ಟ್ಸ್ ಕಾರ್ನರ್ [51, 1179, 362, 1225]
farmers-photo [390, 1409, 800, 1555]
police-headline: ರಾಜ್ಯ ಪೊಲೀಸ್ ಇಲಾಖೆ ರಾಷ್ಟ್ರದಲ್ಲಿಯೇ ಪ್ರಥಮ: ಪರಮೇಶ್ವರ [815, 834, 1301, 863]
police-sub-banner: ಅಪರಾಧ ತಡೆಯಲು ಕೈಜೋಡಿಸಿ [1036, 1125, 1472, 1171]
lead-quote-2-source: ಹೆಸರು ಹೇಳಲು ಇಚ್ಛಿಸದ ಆರೈಕೆದಾರ ಸಣಾಪುರ [1111, 438, 1285, 452]
memorial-quote-1-source: ವೀರಯ್ಯಸ್ವಾಮಿ ಡಿ. ಸಹಾಯಕ ನಿರ್ದೇಶಕ ಕನ್ನಡ ಮತ್ತು ಸಂಸ್ಕೃತಿ ಇಲಾಖೆ [1211, 1932, 1443, 1966]
police-body-2: ಅಳವಡಿಸಿಕೊಳ್ಳಲಾಗುತ್ತಿದೆ. ಪ್ರತಿ ಜಿಲ್ಲೆಗೂ ಸೈಬರ್ ಪೊಲೀಸ್ ಠಾಣೆ ತೆರೆಯಲಾಗಿದೆ. ದೇಶದ ರಾಜ್ಯಗಳಲ್ಲಿ ಕರ್ನಾಟಕ ಪೊಲೀಸ್ ಮೊದಲ ಸ್ಥಾನದಲ್ಲಿದೆ. ಹಾಗೆಯೇ ಅಧಿಕಾರಿಗಳೇ ಸುಳ್ಳು ಪ್ರಕರಣಕ್ಕೆ ಅವಕಾಶ ನೀಡಬಾರದು. ಜನಸ್ನೇಹಿಯಾಗಿ ಕೆಲಸ ಮಾಡಬೇಕು ಎಂದರು. 'ಬಾಗಲಕೋಟೆ ಜಿಲ್ಲಾ ಪೊಲೀಸರು ಜನಕಲ್ಯಾಣ ಕಾರ್ಯ ಮಾಡಿದ್ದು, ಪೊಲೀಸ್ ಕಲ್ಯಾಣ ನಿಧಿಯಿಂದ 1 ಕೋಟಿ, ನಗರಸಭೆಯಿಂದ 50 ಲಕ್ಷ, ಪೊಲೀಸ್ ಕಲ್ಯಾಣ ನಿಧಿಯಿಂದ 2.55 [1036, 1348, 1248, 1504]
lead-quote-3 [1101, 471, 1472, 570]
masthead-tagline: DESH DOOTHA KANNADA DAILY NEWS [658, 45, 857, 56]
footer-line-2: Publishers, Plot No. 12, Opp. Govt. Girls Hostel, GaneshaNagara, At & Post: Koppal-583236 Koppal District , Karnataka State, Cell : 9844929934, e-mail : deshadootha1993@gmail.com [116, 2345, 1395, 2360]
lead-body-1: ಸಣಾಪುರ ಗ್ರಾಮ ಪಂಚಾಯಿತಿ ವ್ಯಾಪ್ತಿಯ ಕರಿಯಮ್ಮನಗಡ್ಡೆ ಗ್ರಾಮದಲ್ಲಿ ನರೇಗಾ ಯೋಜನೆಯ ಮಹಿಳಾ ಕಾರ್ಮಿಕರ ಚಿಕ್ಕ ಮಕ್ಕಳ ಆರೈಕೆಗಾಗಿ ನಿರ್ಮಾಣ ಮಾಡಲಾದ ಕೂಸಿನ ಮನೆ ನಿರ್ವಹಣೆ, ಸೌಲಭ್ಯಗಳ ಕೊರತೆಯಿಂದ ಕಾರ್ಮಿಕರು ಸಮಸ್ಯೆ ಅನುಭವಿಸುತ್ತಿದ್ದಾರೆ. ಮೇಲ್ವಿಚಾರಕ್ಕೆ ಪಿಡಿಒ, ಜನಪ್ರತಿನಿಧಿಗಳು ನಿರ್ವಹಣೆ ಮಾಡಲಾಗುತ್ತಿದೆ ಎಂದು ಹೇಳಿಕೊಳ್ಳುತ್ತಿದ್ದಾರೆ, ಸರ್ಕಾರದ ನಿಯಮಗಳ ಪ್ರಕಾರ ಸೌಲಭ್ಯ ಕಲ್ಪಿಸಲ್ಲ. ಇದರಿಂದ ಶಿಶುಪಾಲನ ಕೇಂದ್ರಕ್ಕೆ ಮಕ್ಕಳು ಬರುವುದೇ ವಿರಳವಾಗಿದೆ. ಕರಿಯಮ್ಮನಗಡ್ಡೆ ಗ್ರಾಮ ಒಂದು ನೂರು ಸಂಖ್ಯೆ ಹೊಂದಿದ್ದು, ಸಣಾಪುರ ಗ್ರಾಮಕ್ಕಿಂತ ಚಿಕ್ಕದು. ಶಿಶುಪಾಲನ ಕೇಂದ್ರಕ್ಕೆ ಸಣಾಪುರ ಗ್ರಾಮ ಸೂಕ್ತವಾದರೂ ಪಿಡಿಒ ಸ್ಥಳದ ಅಭಾವ ತೋರಿ ಅರ್ಧ ಕಿ.ಮೀ ದೂರದ ಕರಿಯಮ್ಮನಗಡ್ಡೆ ಗ್ರಾಮ ಕಿರಿಯ ಪ್ರಾಥಮಿಕ ಶಾಲಾ ಕಟ್ಟಡದಲ್ಲಿ ಕಲ್ಪಿಸಿ ತಾಯಿಂದಿರ ಸಂಚಾರಕ್ಕೆ ಸಂಕಷ್ಟ ಮಾಡುತ್ತಿದ್ದಾರೆ ಎಂಬ ಆರೋಪ ಕೇಳಿ ಬಂದಿದೆ. ನಿಯಮಗಳ ಪ್ರಕಾರ ಶಿಶುಪಾಲನ ಕೇಂದ್ರದಲ್ಲಿ ಕಿಚನ್, ತಾಯಿಂದಿರಿಗೆ ಮಕ್ಕಳಿಗೆ ಹಾಲುಣಿಸುವ ಕೊಠಡಿ, ವಾಲಿಡಿ, ಬಾಲಕಿಯರಿಗೆ ಮಲಗುವ ಪ್ರತ್ಯೇಕ ಕೋಣೆ, ಕಂದಮ್ಮಗಳಿಗೆ ಬಟ್ಟೆ ಕ್ರೈಸ್ತು, ನೀರು, ಕಂಪೌಂಡ್, ಸುಸಜ್ಜಿತವಾದ ನೆಲ, ಆಟದ ಗೊಂಬೆಗಳು, ಉಯ್ಯಾಲೆ ಸೇರಿ ಅಗತ್ಯ ಸೌಲಭ್ಯ ಕಲ್ಪಿಸಬೇಕಿತ್ತು. ಕರಿಯಮ್ಮನಗಡ್ಡೆ ಕೂಸಿನ ಮನೆಯಲ್ಲಿ ಯಾವೊಂದು ಸೌಲಭ್ಯವಿಲ್ಲ. ಕೂಸಿನ ಮನೆಯಲ್ಲಿ ಸೋರುವ ಹಾಗೂ ಬಿರುಕುಗಳಾಗಿರುವ ಸಿಮೆಂಟ್ ಶಿಥಿಲವಾಗಿ ತೆಗ್ಗುಗಳು ಬಿದ್ದಿವೆ. ಸ್ವಚ್ಛತೆಯೇ ಇಲ್ಲ, ಮಕ್ಕಳು ಆಡುವಾಗ ತೆಗ್ಗುಗಳಲ್ಲಿ ಮುಗ್ಗರಿಸುವುದರಿಂದ ಗಾಯ ಪ್ರಕ್ಕೆ ಪಾಲಕರನ್ನು ಕೇಂದ್ರದ ಮುಂದೆ ಕಟ್ಟಿಗಳು, ಸುತ್ತಮುತ್ತ ಕಸ, ಆಗಾಗ ಕೇಂದ್ರ ಮುಂದೆಯೇ ಹಾವು ಹೋಗುವ ಸಂಗತಿಗಳು [390, 252, 730, 634]
memorial-quote-2-source: ವೆಂಕನಗೌಡ ಆರ್.ಗೋವಿಂದಗೌಡರ ಜೆಡಿಎಸ್ ಜಿಲ್ಲಾ ಅಧ್ಯಕ್ಷ [1211, 2078, 1431, 2092]
farmers-photo-caption: ಕರ್ನಾಟಕ ರಾಜ್ಯ ರೈತ ಸಂಘ ಹಾಗೂ ಹಸಿರು ಸೇನೆಯ ಪದಾಧಿಕಾರಿಗಳ ಆಯ್ಕೆ ಗದಗ ನಗರದ ಪತ್ರಕರ್ತ ಭವನದಲ್ಲಿ ಸೋಮವಾರ ನಡೆಯಿತು. [390, 1560, 780, 1592]
police-body-3: ಕೋಟಿ ಬಳಸಿಕೊಂಡು ಸಾರ್ವಜನಿಕರಿಗೆ ಉಪಯೋಗವಾಗುವಂತಹ ಕಟ್ಟಡ ನಿರ್ಮಾಣ ಮಾಡಲಾಗಿದೆ' ಎಂದರು. ವಿಧಾನಪರಿಷತ್ ಸದಸ್ಯ ಹಣಮಂತ ನಿರಾಣಿ, ಶಾಸಕ ಭೀಮಸೇನ ಚಿಮ್ಮನಕಟ್ಟಿ, ನಗರಸಭೆ ಅಧ್ಯಕ್ಷೆ ಸವಿತಾ ಲೆಂಕೆಣ್ಣವರ, ಸಿಪಿ ಸುವತ್ರಿ ಪದ್ಮನಾಭ ಸುನ್ನಾವೆ, ಬಿಟಿಡಿಎ ಅಧ್ಯಕ್ಷ ಮೂರ್ತಿ ಮಾಗಡಿ, ಜಿಲ್ಲಾಧಿಕಾರಿ ಜಾನಕಿ ಕೆ.ಎಂ, ಜಿಲ್ಲಾ ಪಂಚಾಯ್ತಿ ಸಿಇಒ ಶಶಿಧರ ಕುರೇರ, ಜಿಲ್ಲಾ ಪೊಲೀಸ್ ವರಿಷ್ಠ ಅಮರನಾಥ ರೆಡ್ಡಿ ಇದ್ದರು. [1260, 1348, 1472, 1504]
section-rule [390, 825, 1472, 827]
readers-sign-title: ಸಂಪಾದಕರು, ದೇಶ ದೂತ ಕನ್ನಡ ದಿನಪತ್ರಿಕೆ. [124, 2173, 289, 2187]
lead-subhead: ಶೌಚಕ್ಕೆ ಬಯಲೇ ಗತಿ [746, 620, 901, 647]
lead-col-3 [1101, 236, 1472, 824]
lead-body-2: ಕಂದಮ್ಮಗಳು ನಿತ್ಯ ಕರ್ಮ ಮಾಡಿದರೆ ಅವರ ಸ್ವಚ್ಛತೆಗೆ ಬಳಸಲು ನೀರು ಇಲ್ಲ. ಕ್ರೈಸ್ತಳಗಳು ಇಲ್ಲ. ಆರೈಕೆದಾರರು ಸಹ ಶೌಚಕ್ಕೆ ಬಯಲು ಬೆಟ್ಟವನ್ನೇ ಆಶ್ರಯಿಸಬೇಕಿದೆ. ಶುದ್ಧ ಕುಡಿಯುವ ನೀರಿನ ವ್ಯವಸ್ಥೆ ದೂರದ ಮಾತು. ಕೂಸಿನಮನೆ ಮಕ್ಕಳ ಆರೈಕೆ ದೃಷ್ಟಿಯಿಂದ ಸ್ವಚ್ಛಂದವಾಗಿ ಇರಬೇಕಿದೆ. ಕಿಂಚಿತ್ತೂ ಬರಬೇಕಾದ. [746, 656, 1086, 729]
memorial-quote-2 [1202, 1984, 1472, 2103]
footer-rule [39, 2315, 1472, 2316]
memorial-col-1 [390, 1754, 645, 2303]
memorial-quote-2-text: ಈ ಹಿಂದೆ ಹೇಳಿದಂತೆ ಭಿಕ್ಷಾಟನೆ ಮಾಡಿ ಹಣ ಸಂಗ್ರಹಿಸುವ ಉದ್ದೇಶ ಇತ್ತು. ಆದರೆ ಸರ್ಕಾರದ ಕಡೆಯಿಂದ ಸ್ಪಂದನೆ ಸಿಕ್ಕಿದ್ದು, ಮುಂದಿನ ವಾರ ಅಧಿಕಾರಿಗಳು ಭೇಟಿ ಆಗಿ ಚರ್ಚಿಸಲಾಗುವುದು [1211, 1996, 1452, 2069]
memorial-box [935, 1759, 1472, 1850]
lead-quote-3-text: ಕರಿಯಮ್ಮನಗಡ್ಡೆಯಲ್ಲಿ ನಿರ್ಮಾಣ ಮಾಡಿದ ಕೂಸಿನಮನೆ ಅವ್ಯವಸ್ಥೆಯಾಗಿದ್ದು ಸಣಾಪುರದಿಂದ ಕರಿಯಮ್ಮನಗಡ್ಡೆಗೆ ಮಹಿಳೆಯರು ಮಕ್ಕಳ ಹೆಗೆ ಕರೆದೊಯ್ಯಬೇಕು. ಪ್ರಶ್ನಿಸಿದರೇ ಪಿಡಿಒ ನಿಯಮಗಳನ್ನು ಮಾತನಾಡುತ್ತಾರೆ [1111, 482, 1448, 536]
lead-byline: ■ ಡಿ.ಡಿ ನ್ಯೂಸ್ ಗಂಗಾವತಿ [390, 232, 730, 247]
section-rule [390, 1606, 1472, 1607]
